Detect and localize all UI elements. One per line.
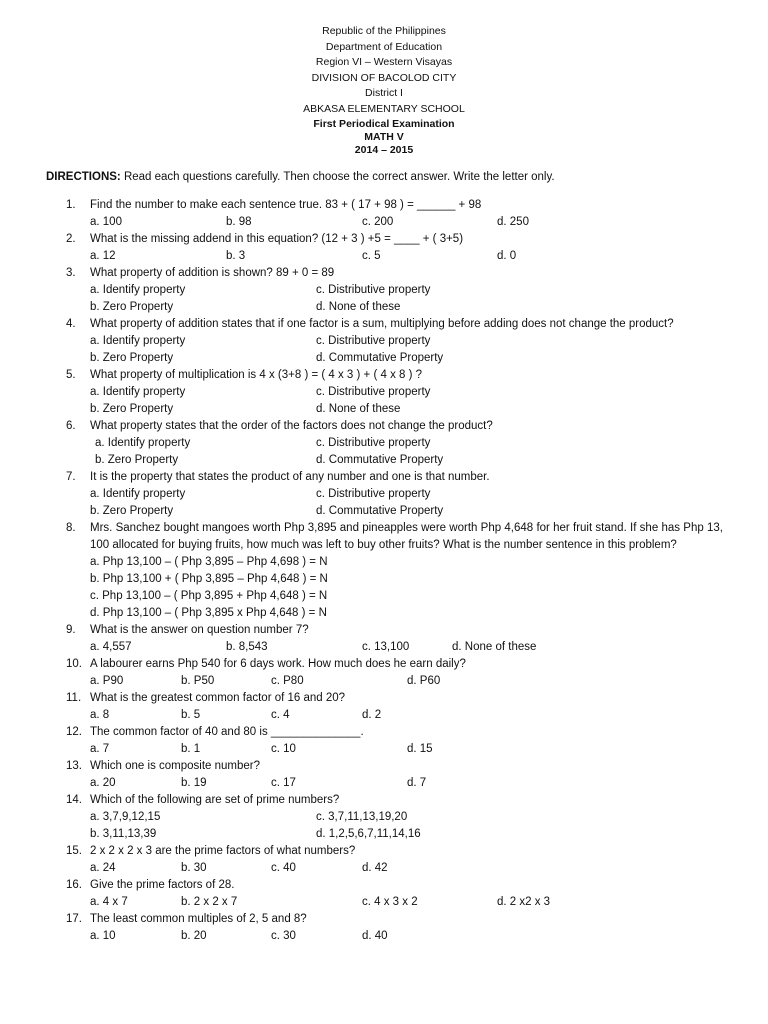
answer-option: a. 4 x 7 — [90, 896, 128, 908]
option-row — [0, 673, 768, 690]
question-number: 16. — [66, 879, 82, 891]
option-row — [0, 503, 768, 520]
question — [0, 724, 768, 741]
answer-option: b. Zero Property — [90, 403, 174, 415]
answer-option: c. 200 — [362, 216, 394, 228]
question-text: What property of multiplication is 4 x (3+8 ) = ( 4 x 3 ) + ( 4 x 8 ) ? — [90, 369, 423, 381]
question-text: Give the prime factors of 28. — [90, 879, 235, 891]
answer-option: a. Identify property — [90, 386, 186, 398]
question-number: 7. — [66, 471, 76, 483]
answer-option: c. Distributive property — [316, 335, 431, 347]
option-row — [0, 248, 768, 265]
question — [0, 843, 768, 860]
answer-option: b. 98 — [226, 216, 252, 228]
option-row — [0, 214, 768, 231]
answer-option: c. Distributive property — [316, 386, 431, 398]
answer-option: b. P50 — [181, 675, 215, 687]
question-text: What is the greatest common factor of 16 and 20? — [90, 692, 346, 704]
question-text: The least common multiples of 2, 5 and 8? — [90, 913, 307, 925]
option-row — [0, 775, 768, 792]
question — [0, 197, 768, 214]
option-row — [0, 486, 768, 503]
question — [0, 622, 768, 639]
answer-option: b. 20 — [181, 930, 207, 942]
answer-option: a. Identify property — [90, 284, 186, 296]
question — [0, 367, 768, 384]
answer-option: a. 4,557 — [90, 641, 132, 653]
answer-option: b. 30 — [181, 862, 207, 874]
answer-option: a. 3,7,9,12,15 — [90, 811, 161, 823]
question-text: Mrs. Sanchez bought mangoes worth Php 3,895 and pineapples were worth Php 4,648 for her fruit stand. If she has Php 13, 100 allocated for buying fruits, how much was left to buy other fruits? What is the number sentence in this problem? — [90, 522, 723, 551]
answer-option: d. 0 — [497, 250, 517, 262]
answer-option: c. Distributive property — [316, 437, 431, 449]
answer-option: c. P80 — [271, 675, 304, 687]
exam-title: First Periodical Examination — [313, 118, 455, 130]
option-row — [0, 384, 768, 401]
question-number: 10. — [66, 658, 82, 670]
question-number: 5. — [66, 369, 76, 381]
header-line: District I — [365, 87, 403, 99]
answer-option: a. 7 — [90, 743, 110, 755]
answer-option: c. 30 — [271, 930, 296, 942]
option-row — [0, 435, 768, 452]
exam-subject: MATH V — [364, 131, 404, 143]
question — [0, 231, 768, 248]
answer-option: b. 3 — [226, 250, 246, 262]
answer-option: b. Zero Property — [90, 505, 174, 517]
question — [0, 520, 768, 554]
question-number: 6. — [66, 420, 76, 432]
question — [0, 911, 768, 928]
answer-option: d. 2 — [362, 709, 382, 721]
question-number: 11. — [66, 692, 82, 704]
header-line: Department of Education — [325, 40, 443, 53]
exam-year: 2014 – 2015 — [354, 144, 414, 156]
question-number: 9. — [66, 624, 76, 636]
answer-option: d. None of these — [316, 301, 401, 313]
question-text: It is the property that states the product of any number and one is that number. — [90, 471, 490, 483]
answer-option: c. Php 13,100 – ( Php 3,895 + Php 4,648 ) = N — [90, 590, 328, 602]
question — [0, 418, 768, 435]
answer-option: c. Distributive property — [316, 284, 431, 296]
option-row — [0, 707, 768, 724]
answer-option: d. 42 — [362, 862, 388, 874]
option-row — [0, 894, 768, 911]
question-number: 15. — [66, 845, 82, 857]
answer-option: c. 40 — [271, 862, 296, 874]
question — [0, 316, 768, 333]
directions — [46, 171, 555, 183]
answer-option: b. Php 13,100 + ( Php 3,895 – Php 4,648 ) = N — [90, 573, 328, 585]
question — [0, 469, 768, 486]
question-text: Which of the following are set of prime numbers? — [90, 794, 340, 806]
option-row — [0, 452, 768, 469]
question-text: What is the missing addend in this equation? (12 + 3 ) +5 = ____ + ( 3+5) — [90, 233, 464, 245]
answer-option: a. 100 — [90, 216, 122, 228]
answer-option: a. Identify property — [95, 437, 191, 449]
option-row — [0, 639, 768, 656]
header-line: DIVISION OF BACOLOD CITY — [311, 71, 457, 84]
answer-option: b. Zero Property — [90, 352, 174, 364]
option-row — [0, 741, 768, 758]
question — [0, 877, 768, 894]
answer-option: c. 3,7,11,13,19,20 — [316, 811, 408, 823]
answer-option: a. 12 — [90, 250, 116, 262]
answer-option: d. Commutative Property — [316, 352, 444, 364]
answer-option: a. 24 — [90, 862, 116, 874]
question-text: A labourer earns Php 540 for 6 days work. How much does he earn daily? — [90, 658, 466, 670]
school-header — [0, 24, 768, 117]
exam-title-block — [0, 118, 768, 157]
question-text: Which one is composite number? — [90, 760, 261, 772]
answer-option: a. P90 — [90, 675, 124, 687]
answer-option: c. 13,100 — [362, 641, 410, 653]
answer-option: d. 250 — [497, 216, 529, 228]
question-number: 8. — [66, 522, 76, 534]
answer-option: c. 5 — [362, 250, 381, 262]
header-line: Region VI – Western Visayas — [315, 56, 453, 68]
option-row — [0, 401, 768, 418]
answer-option: c. 17 — [271, 777, 296, 789]
answer-option: d. 2 x2 x 3 — [497, 896, 551, 908]
question — [0, 758, 768, 775]
option-row — [0, 282, 768, 299]
question-text: The common factor of 40 and 80 is ______________. — [90, 726, 364, 738]
option-row — [0, 605, 768, 622]
answer-option: a. Identify property — [90, 335, 186, 347]
option-row — [0, 826, 768, 843]
option-row — [0, 928, 768, 945]
question-list — [0, 197, 768, 945]
question-number: 1. — [66, 199, 76, 211]
answer-option: d. Php 13,100 – ( Php 3,895 x Php 4,648 ) = N — [90, 607, 327, 619]
answer-option: d. Commutative Property — [316, 454, 444, 466]
answer-option: a. Php 13,100 – ( Php 3,895 – Php 4,698 ) = N — [90, 556, 328, 568]
question-text: What property of addition is shown? 89 + 0 = 89 — [90, 267, 335, 279]
option-row — [0, 571, 768, 588]
answer-option: a. 10 — [90, 930, 116, 942]
option-row — [0, 588, 768, 605]
answer-option: c. 10 — [271, 743, 296, 755]
answer-option: d. 7 — [407, 777, 427, 789]
answer-option: d. 40 — [362, 930, 388, 942]
answer-option: d. Commutative Property — [316, 505, 444, 517]
question-number: 14. — [66, 794, 82, 806]
header-line: Republic of the Philippines — [322, 25, 446, 37]
question — [0, 265, 768, 282]
question-text: 2 x 2 x 2 x 3 are the prime factors of what numbers? — [90, 845, 356, 857]
answer-option: d. 1,2,5,6,7,11,14,16 — [316, 828, 421, 840]
question-text: Find the number to make each sentence true. 83 + ( 17 + 98 ) = ______ + 98 — [90, 199, 482, 211]
answer-option: a. 8 — [90, 709, 110, 721]
question-number: 3. — [66, 267, 76, 279]
answer-option: b. 19 — [181, 777, 207, 789]
question-number: 4. — [66, 318, 76, 330]
answer-option: a. Identify property — [90, 488, 186, 500]
directions-text: Read each questions carefully. Then choose the correct answer. Write the letter only. — [120, 171, 555, 183]
question — [0, 656, 768, 673]
option-row — [0, 554, 768, 571]
question-number: 17. — [66, 913, 82, 925]
question — [0, 690, 768, 707]
answer-option: b. 2 x 2 x 7 — [181, 896, 238, 908]
answer-option: b. 3,11,13,39 — [90, 828, 157, 840]
question-text: What is the answer on question number 7? — [90, 624, 309, 636]
answer-option: b. Zero Property — [95, 454, 179, 466]
directions-label: DIRECTIONS: — [46, 171, 121, 183]
option-row — [0, 299, 768, 316]
question — [0, 792, 768, 809]
answer-option: d. P60 — [407, 675, 441, 687]
option-row — [0, 333, 768, 350]
answer-option: c. 4 — [271, 709, 290, 721]
header-line: ABKASA ELEMENTARY SCHOOL — [303, 102, 465, 115]
answer-option: b. 1 — [181, 743, 201, 755]
answer-option: d. None of these — [316, 403, 401, 415]
question-text: What property of addition states that if one factor is a sum, multiplying before adding does not change the product? — [90, 318, 674, 330]
question-number: 13. — [66, 760, 82, 772]
answer-option: b. 5 — [181, 709, 201, 721]
option-row — [0, 809, 768, 826]
answer-option: d. 15 — [407, 743, 433, 755]
answer-option: a. 20 — [90, 777, 116, 789]
answer-option: b. 8,543 — [226, 641, 268, 653]
question-number: 2. — [66, 233, 76, 245]
answer-option: c. 4 x 3 x 2 — [362, 896, 418, 908]
question-text: What property states that the order of the factors does not change the product? — [90, 420, 493, 432]
option-row — [0, 350, 768, 367]
question-number: 12. — [66, 726, 82, 738]
answer-option: b. Zero Property — [90, 301, 174, 313]
option-row — [0, 860, 768, 877]
answer-option: c. Distributive property — [316, 488, 431, 500]
answer-option: d. None of these — [452, 641, 537, 653]
